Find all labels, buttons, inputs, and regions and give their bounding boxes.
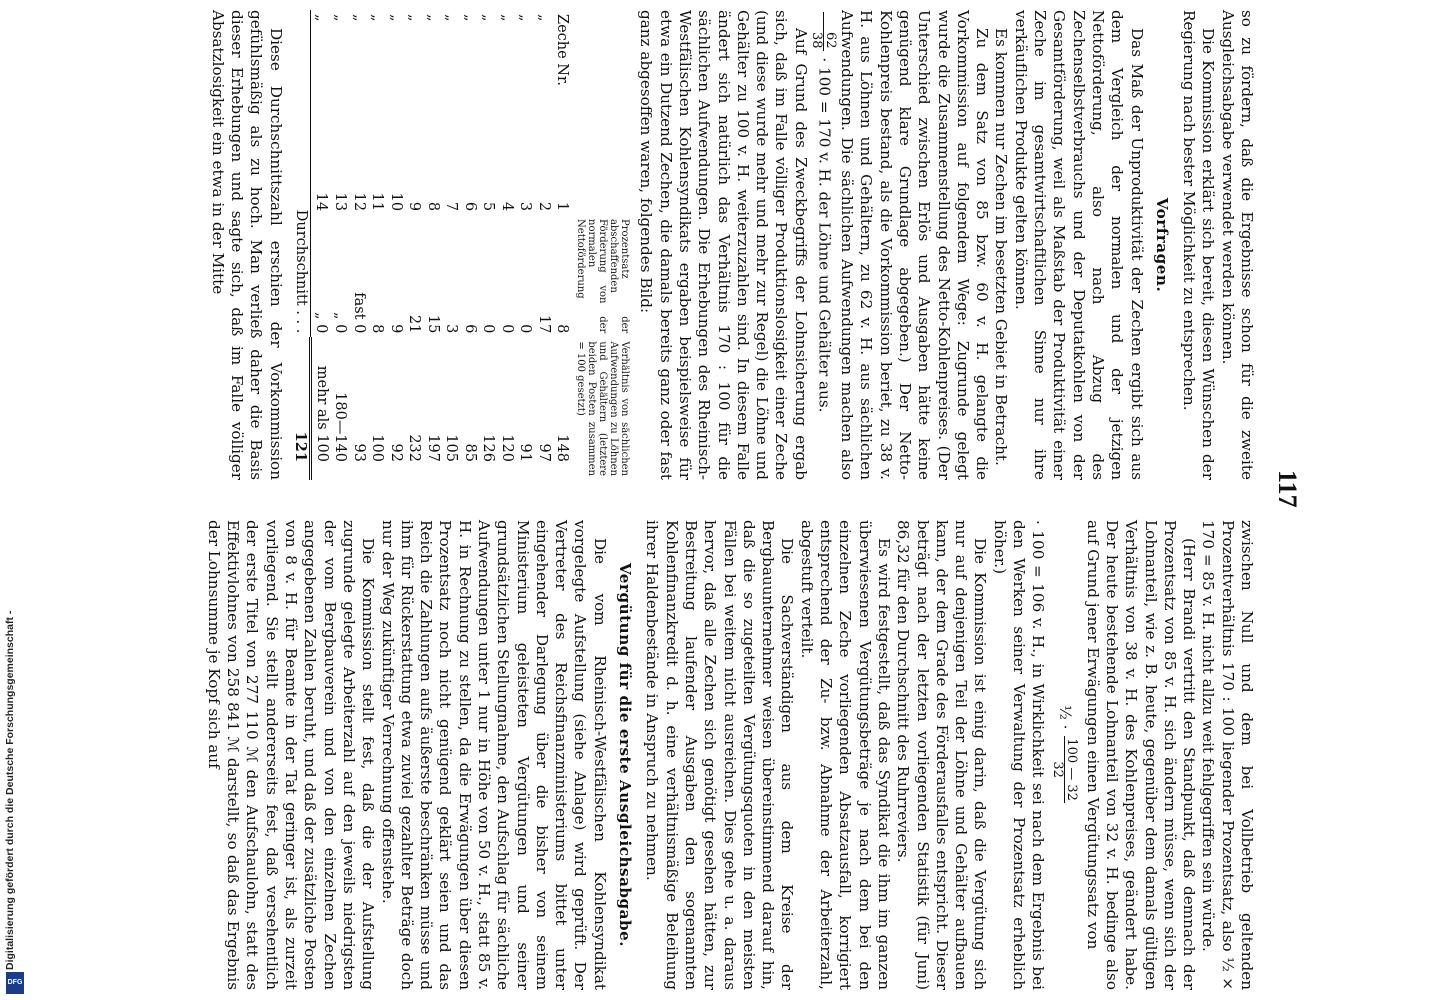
fraction-numerator: 62 <box>823 12 837 51</box>
table-row <box>534 10 553 480</box>
credit-text: Digitalisierung gefördert durch die Deutsche Forschungsgemeinschaft - <box>4 610 16 970</box>
table-header-blank <box>571 189 630 215</box>
section-heading-verguetung: Vergütung für die erste Ausgleichsabgabe. <box>616 562 635 948</box>
paragraph: · 100 = 106 v. H., in Wirklichkeit sei nach dem Ergebnis bei den Werken seiner Verwaltung der Prozentsatz erheblich höher.) <box>990 520 1048 990</box>
paragraph: Die Kommission ist einig darin, daß die Vergütung sich nur auf denjenigen Teil der Löhne und Gehälter aufbauen kann, der dem Grade des Förderausfalles entspricht. Dieser beträgt nach der letzten vorliegenden Statistik (für Juni) 86,32 für den Durchschnitt des Ruhrreviers. <box>894 520 990 990</box>
paragraph: Diese Durchschnittszahl erschien der Vorkommission gefühlsmäßig als zu hoch. Man verließ daher die Basis dieser Erhebungen und sagte sich, daß im Falle völliger Absatzlosigkeit ein etwa in der Mitte <box>208 10 285 480</box>
table-row <box>349 10 368 480</box>
fraction-denominator: 38 <box>808 32 824 49</box>
row-ratio: 180—140 <box>332 392 349 462</box>
intro-text-2: Die Kommission erklärt sich bereit, diesen Wünschen der Regierung nach bester Möglichkeit zu entsprechen. <box>1180 10 1218 480</box>
row-label: „ <box>350 14 367 22</box>
intro-text: so zu fördern, daß die Ergebnisse schon für die zweite Ausgleichsabgabe verwendet werden können. <box>1218 10 1256 480</box>
paragraph: Die Sachverständigen aus dem Kreise der Bergbauunternehmer weisen übereinstimmend darauf hin, daß die so zugeteilten Vergütungsquoten in den meisten Fällen bei weitem nicht ausreichen. Dies gehe u. a. daraus hervor, daß alle Zechen sich genötigt gesehen hätten, zur Bestreitung laufender Ausgaben den sogenannten Kohlenfinanzkredit d. h. eine verhältnismäßige Beleihung ihrer Haldenbestände in Anspruch zu nehmen. <box>643 520 797 990</box>
table-row <box>553 10 572 480</box>
average-label: Durchschnitt . . . <box>291 10 311 337</box>
row-percent: 3 <box>443 324 460 334</box>
row-label: „ <box>461 14 478 22</box>
row-ratio: 105 <box>443 434 460 462</box>
row-number: 13 <box>332 192 349 212</box>
row-ratio: 91 <box>517 443 534 462</box>
table-header-blank <box>571 10 630 189</box>
row-label: „ <box>480 14 497 22</box>
table-row <box>386 10 405 480</box>
row-number: 5 <box>480 201 497 212</box>
row-percent: 21 <box>406 314 423 334</box>
table-body <box>311 10 572 480</box>
row-percent: 0 <box>480 324 497 334</box>
table-header-percent: Prozentsatz der abschaffenden Förderung von der normalen Nettoförderung <box>575 219 631 334</box>
equation-prefix: ½ · <box>1056 705 1075 730</box>
page-number: 117 <box>1273 470 1302 508</box>
row-ratio: 120 <box>498 434 515 462</box>
row-ratio: 232 <box>406 434 423 462</box>
row-label: „ <box>517 14 534 22</box>
paragraph-text: Zu dem Satz von 85 bzw. 60 v. H. gelangte die Vorkommission auf folgendem Wege: Zugrunde gelegt wurde die Zusammenstellung des Netto-Kohlenpreises. (Der Unterschied zwischen Erlös und Ausgaben hätte keine genügend klare Grundlage abgegeben.) Der Netto-Kohlenpreis bestand, als die Vorkommission beriet, zu 38 v. H. aus Löhnen und Gehältern, zu 62 v. H. aus sächlichen Aufwendungen. Die sächlichen Aufwendungen machen also <box>838 10 992 480</box>
row-label: „ <box>424 14 441 22</box>
average-row <box>291 10 311 480</box>
table-row <box>497 10 516 480</box>
row-number: 1 <box>554 201 571 212</box>
table-row <box>368 10 387 480</box>
equation-fraction <box>1051 736 1078 803</box>
row-number: 8 <box>424 201 441 212</box>
row-percent: 8 <box>369 324 386 334</box>
row-ratio: 148 <box>554 434 571 462</box>
fraction-numerator: 100 — 32 <box>1064 738 1080 801</box>
row-number: 10 <box>387 192 404 212</box>
row-number: 9 <box>406 201 423 212</box>
row-label: „ <box>387 14 404 22</box>
row-ratio: 100 <box>369 434 386 462</box>
row-ratio: 85 <box>461 443 478 462</box>
row-label: „ <box>313 14 330 22</box>
row-percent: 8 <box>554 324 571 334</box>
row-number: 11 <box>369 192 386 212</box>
row-ratio: 93 <box>350 443 367 462</box>
row-percent: 15 <box>424 314 441 334</box>
row-number: 3 <box>517 201 534 212</box>
paragraph: zwischen Null und dem bei Vollbetrieb geltenden Prozentverhältnis 170 : 100 liegender Prozentsatz, also ½ × 170 = 85 v. H. nicht allzu weit fehlgegriffen sein würde. <box>1199 520 1256 990</box>
row-number: 2 <box>535 201 552 212</box>
dfg-logo: DFG <box>6 972 24 994</box>
row-percent: „ 0 <box>332 311 349 334</box>
row-label: „ <box>332 14 349 22</box>
row-ratio: 97 <box>535 443 552 462</box>
table-row <box>331 10 350 480</box>
row-ratio: mehr als 100 <box>313 365 330 462</box>
table-row <box>423 10 442 480</box>
row-label: „ <box>443 14 460 22</box>
table-row <box>479 10 498 480</box>
row-number: 7 <box>443 201 460 212</box>
paragraph: (Herr Brandi vertritt den Standpunkt, daß demnach der Prozentsatz von 85 v. H. sich ändern müsse, wenn sich der Lohnanteil, wie z. B. heute, gegenüber dem damals gültigen Verhältnis von 38 v. H. des Kohlenpreises, geändert habe. Der heute bestehende Lohnanteil von 32 v. H. bedinge also auf Grund jener Erwägungen einen Vergütungssatz von <box>1083 520 1199 990</box>
section-heading-vorfragen: Vorfragen. <box>1152 197 1171 293</box>
row-percent: 9 <box>387 324 404 334</box>
average-value: 121 <box>291 337 311 480</box>
paragraph-text: · 100 = 170 v. H. der Löhne und Gehälter aus. <box>815 57 834 413</box>
row-ratio: 92 <box>387 443 404 462</box>
paragraph: Auf Grund des Zweckbegriffs der Lohnsicherung ergab sich, daß im Falle völliger Produktionslosigkeit einer Zeche (und diese wurde mehr und mehr zur Regel) die Löhne und Gehälter zu 100 v. H. weiterzuzahlen sind. In diesem Falle ändert sich natürlich das Verhältnis 170 : 100 für die sächlichen Aufwendungen. Die Erhebungen des Rheinisch-Westfälischen Kohlensyndikats ergaben beispielsweise für etwa ein Dutzend Zechen, die damals bereits ganz oder fast ganz abgesoffen waren, folgendes Bild: <box>637 10 810 480</box>
row-ratio: 197 <box>424 434 441 462</box>
table-row <box>516 10 535 480</box>
paragraph: Das Maß der Unproduktivität der Zechen ergibt sich aus dem Vergleich der normalen und der jetzigen Nettoförderung, also nach Abzug des Zechenselbstverbrauchs und der Deputatkohlen von der Gesamtförderung, weil als Maßstab der Produktivität einer Zeche im gesamtwirtschaftlichen Sinne nur ihre verkäuflichen Produkte gelten können. <box>1011 10 1146 480</box>
right-column <box>204 520 1256 990</box>
row-number: 6 <box>461 201 478 212</box>
row-percent: 6 <box>461 324 478 334</box>
row-label: „ <box>369 14 386 22</box>
table-row <box>311 10 331 480</box>
data-table <box>291 10 631 480</box>
table-header-ratio: Verhältnis von sächlichen Aufwendungen zu Löhnen und Gehältern (letztere beiden Posten zusammen = 100 gesetzt) <box>575 341 631 476</box>
paragraph <box>810 10 991 480</box>
row-label: „ <box>535 14 552 22</box>
paragraph: Es wird festgestellt, daß das Syndikat die ihm im ganzen überwiesenen Vergütungsbeträge je nach dem bei den einzelnen Zeche vorliegenden Absatzausfall, korrigiert entsprechend der Zu- bzw. Abnahme der Arbeiterzahl, abgestuft verteilt. <box>797 520 893 990</box>
fraction-denominator: 32 <box>1050 761 1066 778</box>
row-ratio: 126 <box>480 434 497 462</box>
row-number: 12 <box>350 192 367 212</box>
table-row <box>442 10 461 480</box>
paragraph: Die Kommission stellt fest, daß die der Aufstellung zugrunde gelegte Arbeiterzahl auf den jeweils niedrigsten der vom Bergbauverein und von den einzelnen Zechen angegebenen Zahlen beruht, und daß der zusätzliche Posten von 8 v. H. für Beamte in der Tat geringer ist, als zurzeit vorliegend. Sie stellt andererseits fest, daß versehentlich der erste Titel von 277 110 ℳ den Aufschaulohn, statt des Effektivlohnes von 258 841 ℳ darstellt, so daß das Ergebnis der Lohnsumme je Kopf sich auf <box>204 520 378 990</box>
row-percent: 17 <box>535 314 552 334</box>
table-row <box>405 10 424 480</box>
equation <box>1051 520 1078 990</box>
fraction <box>810 12 837 51</box>
row-number: 14 <box>313 192 330 212</box>
row-percent: 0 <box>517 324 534 334</box>
row-percent: fast 0 <box>350 292 367 334</box>
table-row <box>460 10 479 480</box>
row-percent: 0 <box>498 324 515 334</box>
row-percent: „ 0 <box>313 311 330 334</box>
paragraph: Die vom Rheinisch-Westfälischen Kohlensyndikat vorgelegte Aufstellung (siehe Anlage) wird geprüft. Der Vertreter des Reichsfinanzministeriums bittet unter eingehender Darlegung über die bisher von seinem Ministerium geleisteten Vergütungen und seiner grundsätzlichen Stellungnahme, den Aufschlag für sächliche Aufwendungen unter 1 nur in Höhe von 50 v. H., statt 85 v. H. in Rechnung zu stellen, da die Erwägungen über diesen Prozentsatz noch nicht genügend geklärt seien und das Reich die Zahlungen aufs äußerste beschränken müsse und ihm für Rückerstattung etwa zuviel gezahlter Beträge doch nur der Weg zukünftiger Verrechnung offenstehe. <box>378 520 609 990</box>
left-column <box>207 10 1256 480</box>
paragraph: Es kommen nur Zechen im besetzten Gebiet in Betracht. <box>992 28 1011 466</box>
row-label: „ <box>406 14 423 22</box>
scanned-page <box>8 0 1302 1000</box>
row-number: 4 <box>498 201 515 212</box>
row-label: „ <box>498 14 515 22</box>
row-label: Zeche Nr. <box>554 14 571 86</box>
